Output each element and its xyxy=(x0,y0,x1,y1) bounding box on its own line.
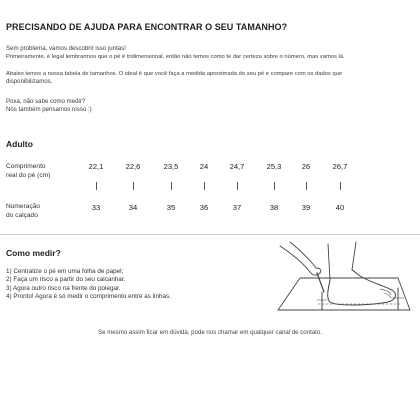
size-cell: 33 xyxy=(91,203,101,212)
size-cell: 36 xyxy=(199,203,209,212)
table-explanation-paragraph xyxy=(6,70,414,86)
length-cell: 22,1 xyxy=(88,162,104,171)
column-tick xyxy=(237,182,238,190)
section-divider xyxy=(0,234,420,235)
size-label-line-2: do calçado xyxy=(6,211,38,219)
length-cell: 22,6 xyxy=(125,162,141,171)
length-row-label xyxy=(6,163,50,180)
length-cell: 24 xyxy=(199,162,209,171)
length-label-line-2: real do pé (cm) xyxy=(6,171,51,179)
column-tick xyxy=(340,182,341,190)
column-tick xyxy=(204,182,205,190)
column-tick xyxy=(306,182,307,190)
intro-line-2: Primeiramente, é legal lembrarmos que o pé é tridimensional, então não temos como te dar certeza sobre o número, mas vamos lá. xyxy=(6,54,345,60)
table-explanation-line-1: Abaixo temos a nossa tabela de tamanhos. O ideal é que você faça a medida aproximada do seu pé e compare com os dados que xyxy=(6,71,343,77)
measure-question-line-1: Poxa, não sabe como medir? xyxy=(6,98,86,105)
size-cell: 35 xyxy=(166,203,176,212)
step-item: 4) Pronto! Agora é só medir o comprimento entre as linhas. xyxy=(6,293,171,301)
length-cell: 26,7 xyxy=(332,162,348,171)
step-item: 2) Faça um risco a partir do seu calcanhar. xyxy=(6,276,126,284)
size-table-heading: Adulto xyxy=(6,139,33,149)
measure-question-line-2: Nós também pensamos nisso :) xyxy=(6,106,92,113)
length-cell: 23,5 xyxy=(163,162,179,171)
column-tick xyxy=(133,182,134,190)
page-title: PRECISANDO DE AJUDA PARA ENCONTRAR O SEU TAMANHO? xyxy=(6,22,288,32)
intro-paragraph xyxy=(6,45,414,61)
table-explanation-line-2: disponibilizamos. xyxy=(6,78,53,85)
column-tick xyxy=(171,182,172,190)
length-cell: 25,3 xyxy=(266,162,282,171)
size-row-label xyxy=(6,203,40,220)
foot-measure-illustration xyxy=(270,240,420,322)
step-item: 3) Agora outro risco na frente do polegar. xyxy=(6,284,121,292)
length-cell: 24,7 xyxy=(229,162,245,171)
measure-question-paragraph xyxy=(6,98,414,114)
size-cell: 39 xyxy=(301,203,311,212)
column-tick xyxy=(274,182,275,190)
step-item: 1) Centralize o pé em uma folha de papel; xyxy=(6,268,124,275)
length-label-line-1: Comprimento xyxy=(6,163,46,170)
intro-line-1: Sem problema, vamos descobrir isso juntas! xyxy=(6,45,126,52)
how-to-steps xyxy=(6,268,216,302)
length-cell: 26 xyxy=(301,162,311,171)
how-to-heading: Como medir? xyxy=(6,248,61,258)
size-cell: 38 xyxy=(269,203,279,212)
footer-note: Se mesmo assim ficar em dúvida, pode nos chamar em qualquer canal de contato. xyxy=(98,329,322,336)
size-cell: 34 xyxy=(128,203,138,212)
size-cell: 40 xyxy=(335,203,345,212)
size-label-line-1: Numeração xyxy=(6,203,41,210)
column-tick xyxy=(96,182,97,190)
size-cell: 37 xyxy=(232,203,242,212)
